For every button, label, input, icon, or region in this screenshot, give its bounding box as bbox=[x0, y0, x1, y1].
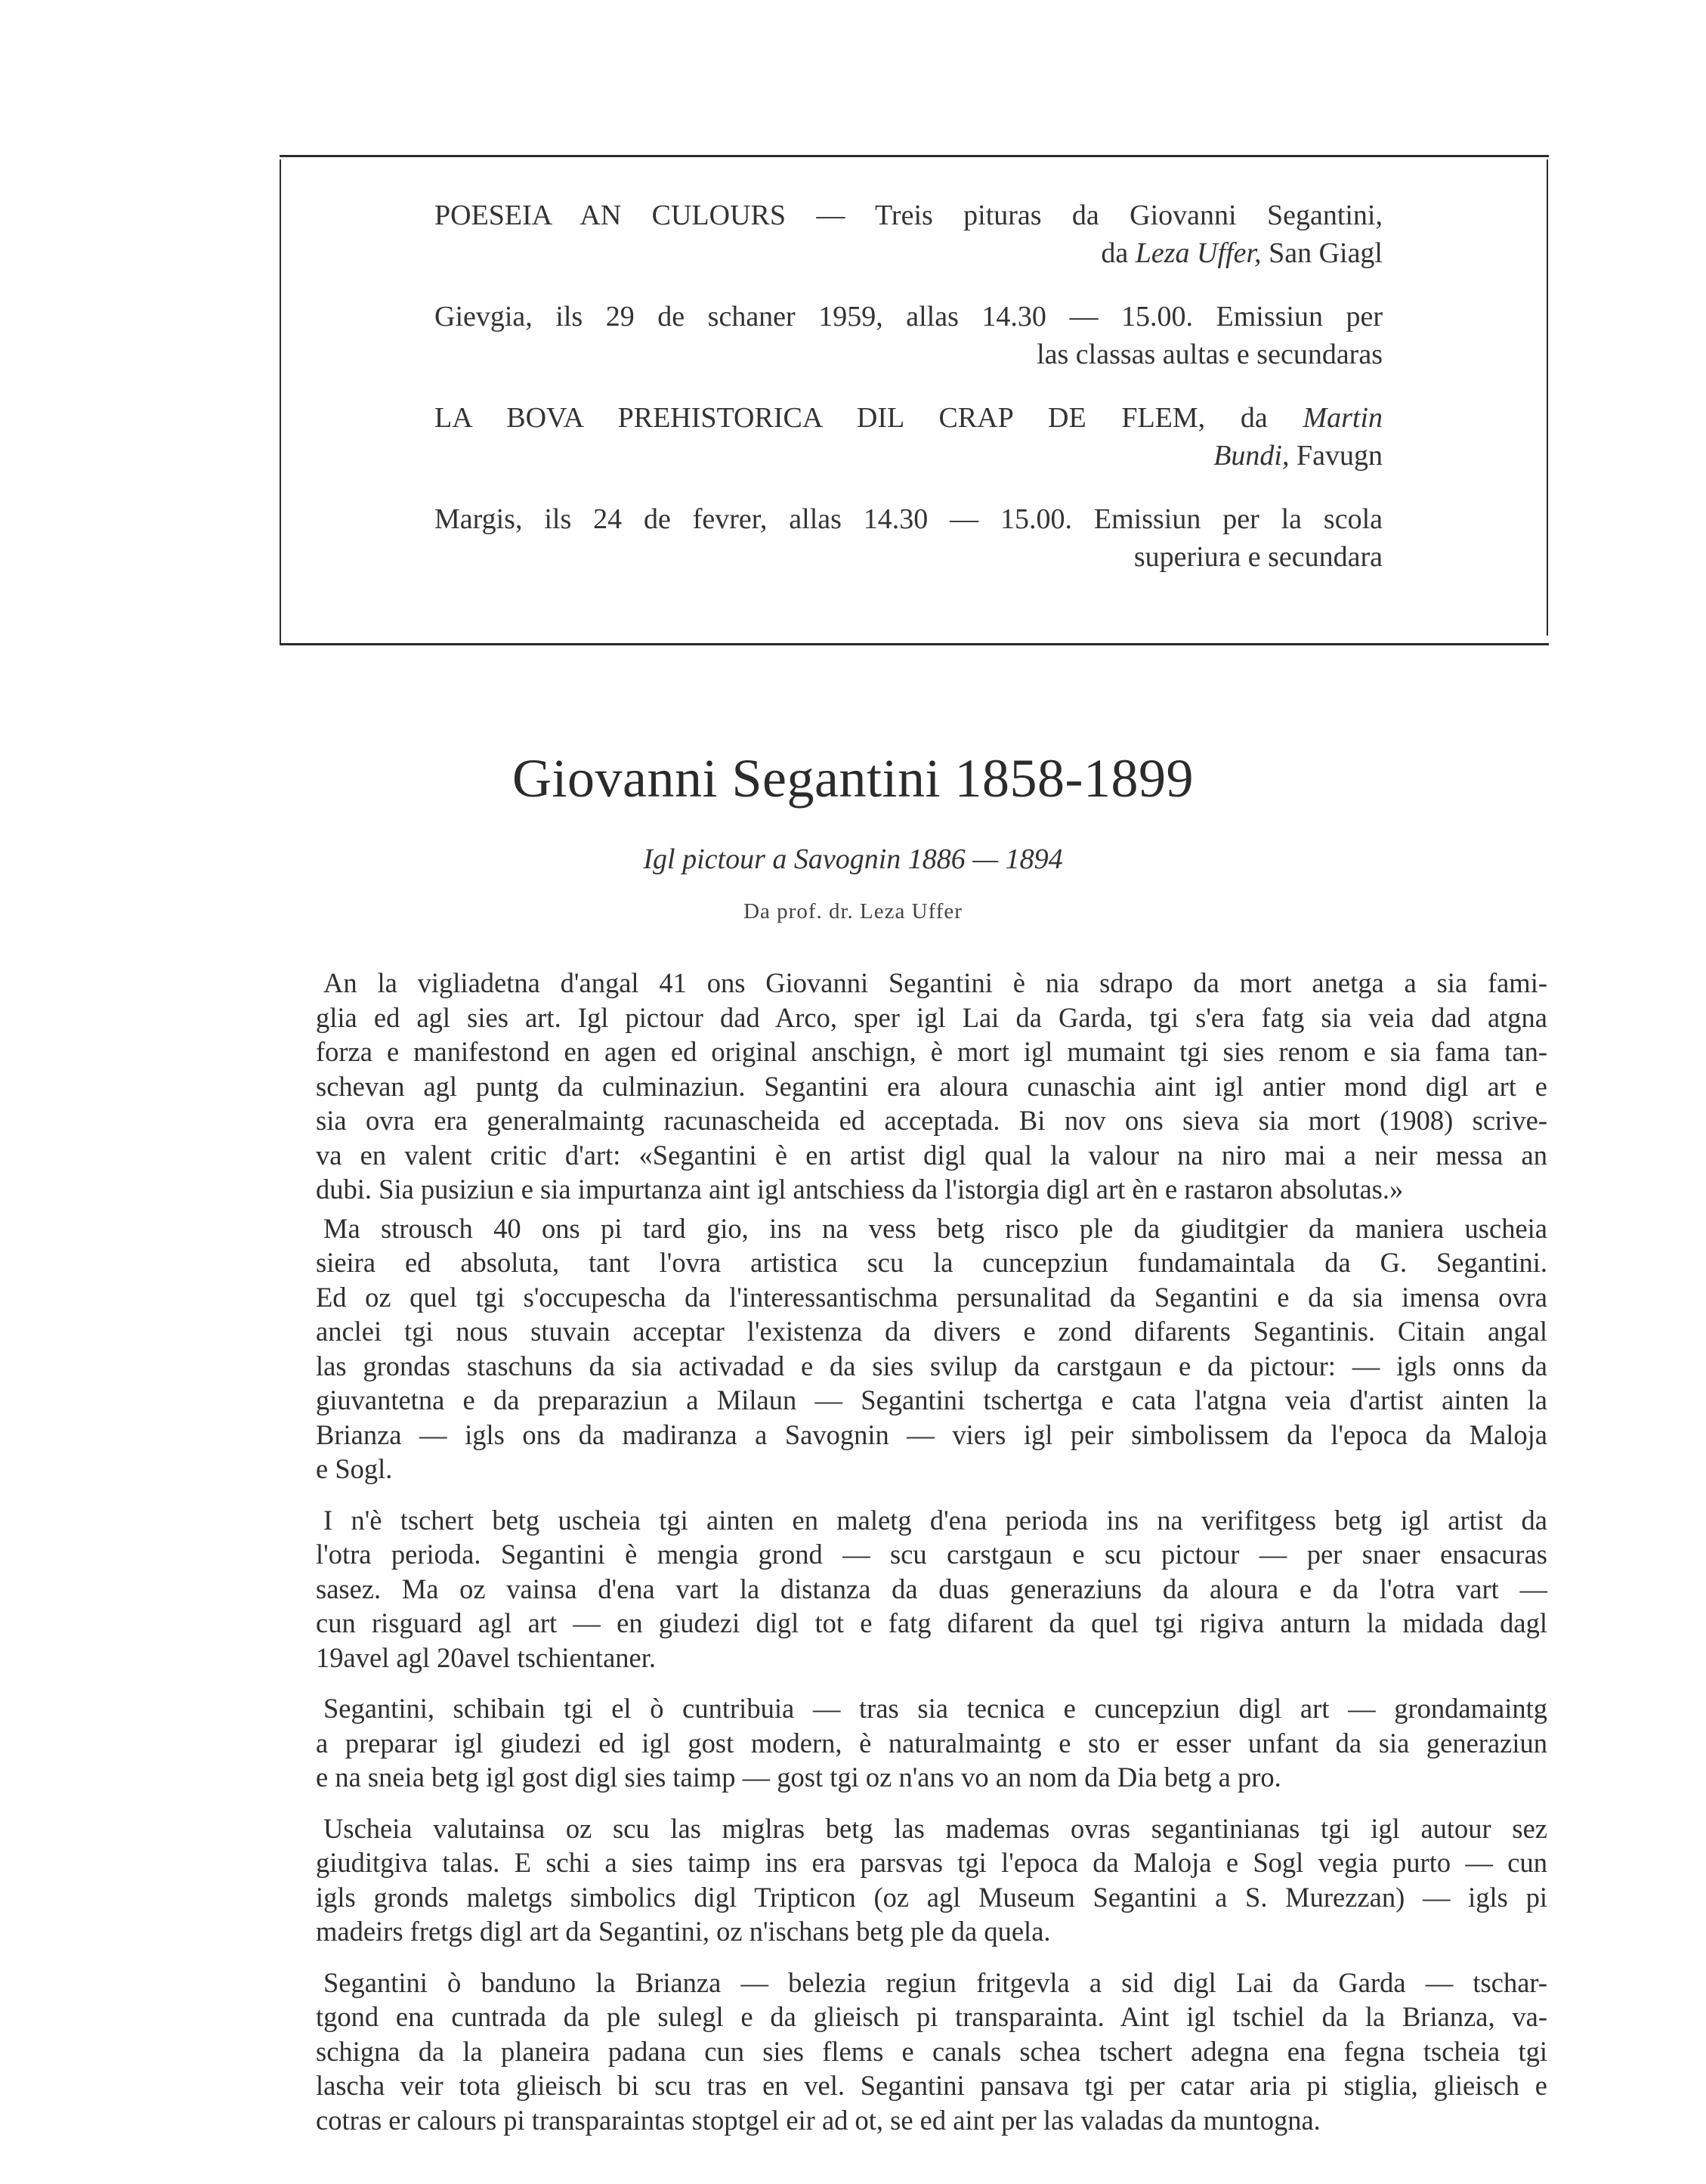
article-paragraph bbox=[316, 1966, 1547, 2138]
paragraph-line: schevan agl puntg da culminaziun. Segantini era aloura cunaschia aint igl antier mond digl art e bbox=[316, 1070, 1547, 1102]
paragraph-line: forza e manifestond en agen ed original anschign, è mort igl mumaint tgi sies renom e sia fama tan- bbox=[316, 1036, 1547, 1067]
paragraph-line: cotras er calours pi transparaintas stoptgel eir ad ot, se ed aint per las valadas da muntogna. bbox=[316, 2104, 1321, 2136]
paragraph-line: sia ovra era generalmaintg racunascheida ed acceptada. Bi nov ons sieva sia mort (1908) scrive- bbox=[316, 1105, 1547, 1136]
paragraph-line: va en valent critic d'art: «Segantini è en artist digl qual la valour na niro mai a neir messa an bbox=[316, 1139, 1547, 1171]
paragraph-line: sasez. Ma oz vainsa d'ena vart la distanza da duas generaziuns da aloura e da l'otra vart — bbox=[316, 1573, 1547, 1604]
paragraph-line: sieira ed absoluta, tant l'ovra artistica scu la cuncepziun fundamaintala da G. Segantini. bbox=[316, 1247, 1547, 1278]
paragraph-line: dubi. Sia pusiziun e sia impurtanza aint igl antschiess da l'istorgia digl art èn e rastaron absolutas.» bbox=[316, 1174, 1404, 1205]
article-paragraph bbox=[316, 966, 1547, 1207]
paragraph-line: schigna da la planeira padana cun sies flems e canals schea tschert adegna ena fegna tscheia tgi bbox=[316, 2035, 1547, 2067]
paragraph-line: giuditgiva talas. E schi a sies taimp ins era parsvas tgi l'epoca da Maloja e Sogl vegia purto — cun bbox=[316, 1847, 1547, 1878]
paragraph-line: glia ed agl sies art. Igl pictour dad Arco, sper igl Lai da Garda, tgi s'era fatg sia veia dad atgna bbox=[316, 1001, 1547, 1033]
paragraph-line: tgond ena cuntrada da ple sulegl e da glieisch pi transparainta. Aint igl tschiel da la Brianza, va- bbox=[316, 2001, 1547, 2032]
program-entry-3 bbox=[434, 399, 1383, 475]
paragraph-line: l'otra perioda. Segantini è mengia grond — scu carstgaun e scu pictour — per snaer ensacuras bbox=[316, 1539, 1547, 1570]
paragraph-line: I n'è tschert betg uscheia tgi ainten en maletg d'ena perioda ins na verifitgess betg igl artist da bbox=[323, 1504, 1547, 1536]
entry-audience: superiura e secundara bbox=[1133, 541, 1383, 573]
paragraph-line: lascha veir tota glieisch bi scu tras en vel. Segantini pansava tgi per catar aria pi stiglia, glieisch e bbox=[316, 2070, 1547, 2101]
article-subtitle: Igl pictour a Savognin 1886 — 1894 bbox=[643, 843, 1063, 875]
paragraph-line: An la vigliadetna d'angal 41 ons Giovanni Segantini è nia sdrapo da mort anetga a sia fami- bbox=[323, 967, 1547, 998]
paragraph-line: anclei tgi nous stuvain acceptar l'existenza da divers e zond difarents Segantinis. Citain angal bbox=[316, 1316, 1547, 1347]
paragraph-line: Segantini ò banduno la Brianza — belezia regiun fritgevla a sid digl Lai da Garda — tschar- bbox=[323, 1966, 1547, 1998]
entry-title: POESEIA AN CULOURS — Treis pituras da Giovanni Segantini, bbox=[434, 200, 1383, 231]
article-paragraph bbox=[316, 1811, 1547, 1949]
entry-author: Bundi, bbox=[1213, 440, 1290, 472]
paragraph-line: Ma strousch 40 ons pi tard gio, ins na vess betg risco ple da giuditgier da maniera uscheia bbox=[323, 1212, 1547, 1244]
paragraph-line: Segantini, schibain tgi el ò cuntribuia — tras sia tecnica e cuncepziun digl art — grondamaintg bbox=[323, 1693, 1547, 1724]
paragraph-line: Brianza — igls ons da madiranza a Savognin — viers igl peir simbolissem da l'epoca da Maloja bbox=[316, 1418, 1547, 1450]
article-paragraph bbox=[316, 1691, 1547, 1795]
box-bottom-rule bbox=[280, 643, 1549, 645]
entry-schedule: Margis, ils 24 de fevrer, allas 14.30 — 15.00. Emissiun per la scola bbox=[434, 503, 1383, 535]
article-paragraph bbox=[316, 1503, 1547, 1675]
paragraph-line: igls gronds maletgs simbolics digl Tripticon (oz agl Museum Segantini a S. Murezzan) — igls pi bbox=[316, 1881, 1547, 1913]
entry-schedule: Gievgia, ils 29 de schaner 1959, allas 14.30 — 15.00. Emissiun per bbox=[434, 301, 1383, 333]
paragraph-line: 19avel agl 20avel tschientaner. bbox=[316, 1641, 656, 1673]
paragraph-line: e na sneia betg igl gost digl sies taimp — gost tgi oz n'ans vo an nom da Dia betg a pro. bbox=[316, 1762, 1281, 1793]
program-entry-4 bbox=[434, 500, 1383, 576]
program-entry-1 bbox=[434, 196, 1383, 272]
box-right-rule bbox=[1547, 159, 1548, 636]
paragraph-line: e Sogl. bbox=[316, 1453, 393, 1484]
program-entry-2 bbox=[434, 298, 1383, 373]
entry-author-line: da Leza Uffer, San Giagl bbox=[1101, 237, 1383, 269]
box-left-rule bbox=[280, 159, 281, 643]
box-top-rule bbox=[280, 155, 1549, 157]
paragraph-line: giuvantetna e da preparaziun a Milaun — Segantini tschertga e cata l'atgna veia d'artist ainten la bbox=[316, 1384, 1547, 1415]
entry-audience: las classas aultas e secundaras bbox=[1037, 339, 1383, 370]
entry-author: Leza Uffer, bbox=[1135, 237, 1262, 269]
paragraph-line: Uscheia valutainsa oz scu las miglras betg las mademas ovras segantinianas tgi igl autour sez bbox=[323, 1812, 1547, 1844]
program-list bbox=[434, 196, 1383, 576]
paragraph-line: a preparar igl giudezi ed igl gost modern, è naturalmaintg e sto er esser unfant da sia generaziun bbox=[316, 1727, 1547, 1759]
paragraph-line: las grondas staschuns da sia activadad e da sies svilup da carstgaun e da pictour: — igls onns da bbox=[316, 1350, 1547, 1381]
paragraph-line: madeirs fretgs digl art da Segantini, oz n'ischans betg ple da quela. bbox=[316, 1916, 1051, 1947]
paragraph-line: Ed oz quel tgi s'occupescha da l'interessantischma persunalitad da Segantini e da sia imensa ovra bbox=[316, 1281, 1547, 1313]
article-body bbox=[316, 966, 1547, 2137]
entry-title: LA BOVA PREHISTORICA DIL CRAP DE FLEM, da Martin bbox=[434, 402, 1383, 434]
entry-author-line: Bundi, Favugn bbox=[1213, 440, 1383, 472]
article-byline: Da prof. dr. Leza Uffer bbox=[743, 899, 963, 923]
article-paragraph bbox=[316, 1211, 1547, 1486]
program-box bbox=[280, 155, 1549, 646]
paragraph-line: cun risguard agl art — en giudezi digl tot e fatg difarent da quel tgi rigiva anturn la midada dagl bbox=[316, 1607, 1547, 1638]
article-title: Giovanni Segantini 1858-1899 bbox=[512, 748, 1194, 809]
